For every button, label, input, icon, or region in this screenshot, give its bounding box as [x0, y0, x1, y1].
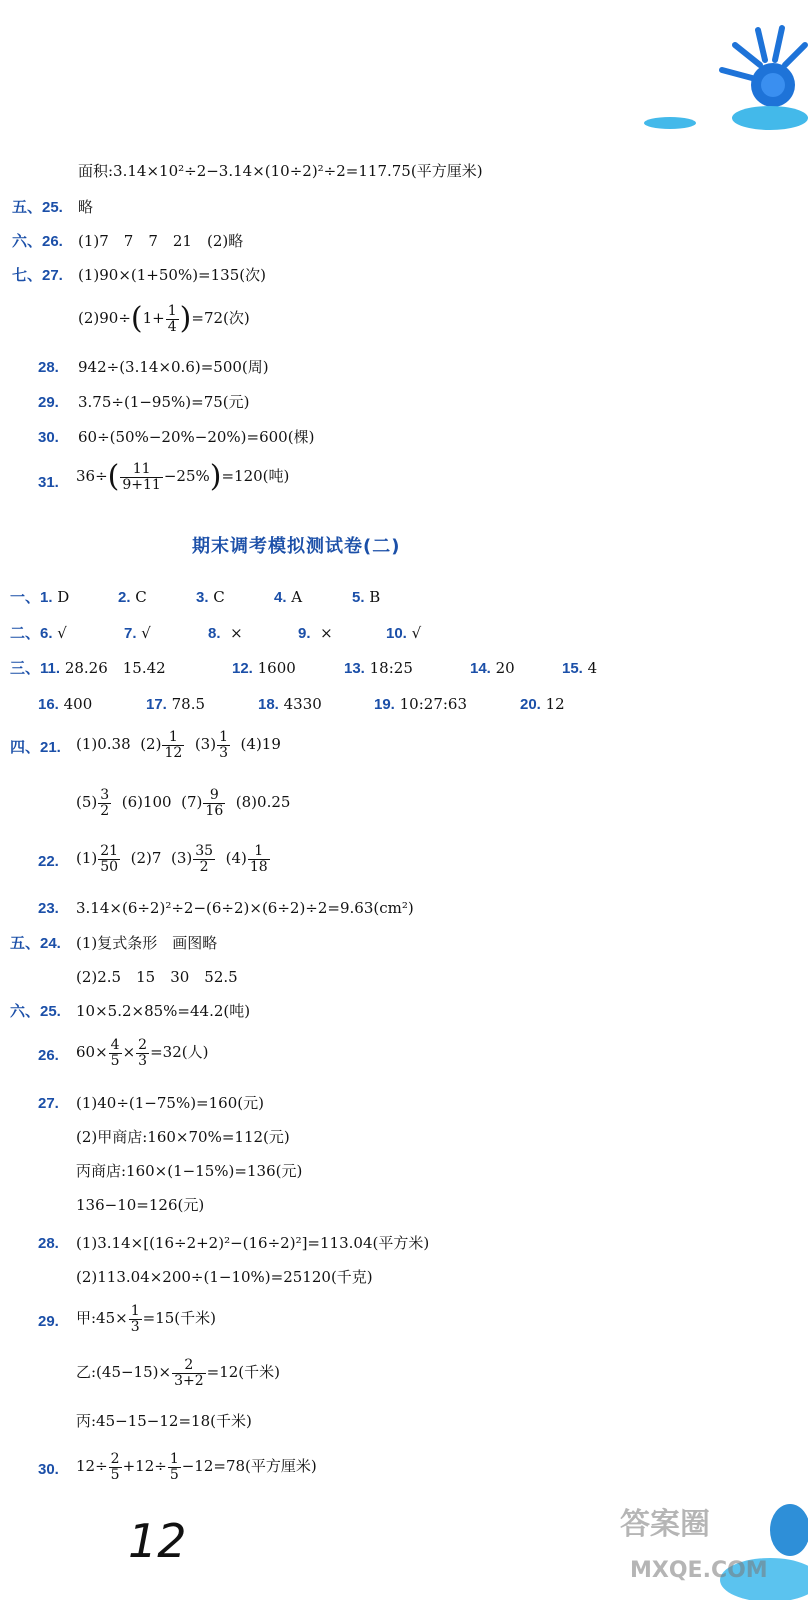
answer-row-3-item: 13. 18:25 — [344, 659, 413, 677]
question-number-22: 22. — [38, 853, 59, 870]
answer-row-2-item: 8. × — [208, 624, 243, 642]
answer-row-3-item: 14. 20 — [470, 659, 515, 677]
answer-25: 略 — [78, 198, 94, 216]
answer-29b-line3: 丙:45−15−12=18(千米) — [76, 1412, 252, 1430]
answer-29a: 3.75÷(1−95%)=75(元) — [78, 393, 250, 411]
answer-27b-line2: (2)甲商店:160×70%=112(元) — [76, 1128, 290, 1146]
answer-row-4-item: 18. 4330 — [258, 695, 322, 713]
answer-25b: 10×5.2×85%=44.2(吨) — [76, 1002, 251, 1020]
question-number-31: 31. — [38, 474, 59, 491]
question-number-30a: 30. — [38, 429, 59, 446]
answer-21-line1: (1)0.38 (2) $\frac{1}{12}$ (3) $\frac{1}{3}$ (4)19 — [76, 729, 281, 761]
section-title: 期末调考模拟测试卷(二) — [192, 536, 401, 557]
handwritten-page-number: 12 — [128, 1514, 187, 1568]
answer-row-4-item: 16. 400 — [38, 695, 93, 713]
answer-row-2-item: 10. √ — [386, 624, 422, 642]
answer-26b: 60× $\frac{4}{5}$ × $\frac{2}{3}$ =32(人) — [76, 1037, 209, 1069]
answer-row-4-item: 17. 78.5 — [146, 695, 206, 713]
answer-27b-line1: (1)40÷(1−75%)=160(元) — [76, 1094, 264, 1112]
answer-row-1-item: 3. C — [196, 588, 225, 606]
question-number-30b: 30. — [38, 1461, 59, 1478]
answer-row-4-item: 20. 12 — [520, 695, 565, 713]
answer-row-3-item: 三、11. 28.26 15.42 — [10, 659, 166, 677]
answer-row-4-item: 19. 10:27:63 — [374, 695, 468, 713]
sun-icon — [640, 20, 808, 140]
fraction: $\frac{11}{9+11}$ — [122, 461, 161, 493]
answer-21-line2: (5) $\frac{3}{2}$ (6)100 (7) $\frac{9}{16}$ (8)0.25 — [76, 787, 291, 819]
answer-27b-line3: 丙商店:160×(1−15%)=136(元) — [76, 1162, 303, 1180]
answer-row-3-item: 15. 4 — [562, 659, 598, 677]
question-number-21: 四、21. — [10, 739, 61, 756]
area-formula-line: 面积:3.14×10²÷2−3.14×(10÷2)²÷2=117.75(平方厘米) — [78, 162, 483, 180]
question-number-25b: 六、25. — [10, 1003, 61, 1020]
answer-22: (1) $\frac{21}{50}$ (2)7 (3) $\frac{35}{2}$ (4) $\frac{1}{18}$ — [76, 843, 268, 875]
question-number-26: 六、26. — [12, 233, 63, 250]
fraction: $\frac{1}{4}$ — [167, 303, 177, 335]
answer-27-line1: (1)90×(1+50%)=135(次) — [78, 266, 266, 284]
watermark-line1: 答案圈 — [620, 1507, 710, 1542]
watermark-line2: MXQE.COM — [630, 1558, 768, 1583]
answer-row-2-item: 9. × — [298, 624, 333, 642]
answer-31: 36÷( $\frac{11}{9+11}$ −25%)=120(吨) — [76, 459, 290, 495]
answer-row-1-item: 2. C — [118, 588, 147, 606]
question-number-29a: 29. — [38, 394, 59, 411]
answer-29b-line2: 乙:(45−15)× $\frac{2}{3+2}$ =12(千米) — [76, 1357, 280, 1389]
question-number-28b: 28. — [38, 1235, 59, 1252]
answer-row-1-item: 5. B — [352, 588, 381, 606]
question-number-27b: 27. — [38, 1095, 59, 1112]
question-number-29b: 29. — [38, 1313, 59, 1330]
question-number-23: 23. — [38, 900, 59, 917]
answer-23: 3.14×(6÷2)²÷2−(6÷2)×(6÷2)÷2=9.63(cm²) — [76, 899, 414, 917]
answer-29b-line1: 甲:45× $\frac{1}{3}$ =15(千米) — [76, 1303, 217, 1335]
answer-row-3-item: 12. 1600 — [232, 659, 296, 677]
question-number-26b: 26. — [38, 1047, 59, 1064]
cloud-icon — [732, 106, 808, 130]
watermark — [610, 1500, 808, 1600]
answer-27-line2: (2)90÷(1+ $\frac{1}{4}$ )=72(次) — [78, 301, 250, 337]
answer-row-1: 一、1. D — [10, 588, 70, 606]
question-number-27: 七、27. — [12, 267, 63, 284]
answer-row-2-item: 二、6. √ — [10, 624, 67, 642]
question-number-28a: 28. — [38, 359, 59, 376]
answer-28b-line1: (1)3.14×[(16÷2+2)²−(16÷2)²]=113.04(平方米) — [76, 1234, 430, 1252]
answer-24-line2: (2)2.5 15 30 52.5 — [76, 968, 238, 986]
answer-26: (1)7 7 7 21 (2)略 — [78, 232, 244, 250]
answer-27b-line4: 136−10=126(元) — [76, 1196, 205, 1214]
answer-30b: 12÷ $\frac{2}{5}$ +12÷ $\frac{1}{5}$ −12=78(平方厘米) — [76, 1451, 317, 1483]
answer-30a: 60÷(50%−20%−20%)=600(棵) — [78, 428, 315, 446]
answer-row-1-item: 4. A — [274, 588, 303, 606]
question-number-25: 五、25. — [12, 199, 63, 216]
answer-28b-line2: (2)113.04×200÷(1−10%)=25120(千克) — [76, 1268, 373, 1286]
answer-24-line1: (1)复式条形 画图略 — [76, 934, 218, 952]
answer-row-2-item: 7. √ — [124, 624, 151, 642]
answer-28a: 942÷(3.14×0.6)=500(周) — [78, 358, 269, 376]
question-number-24: 五、24. — [10, 935, 61, 952]
